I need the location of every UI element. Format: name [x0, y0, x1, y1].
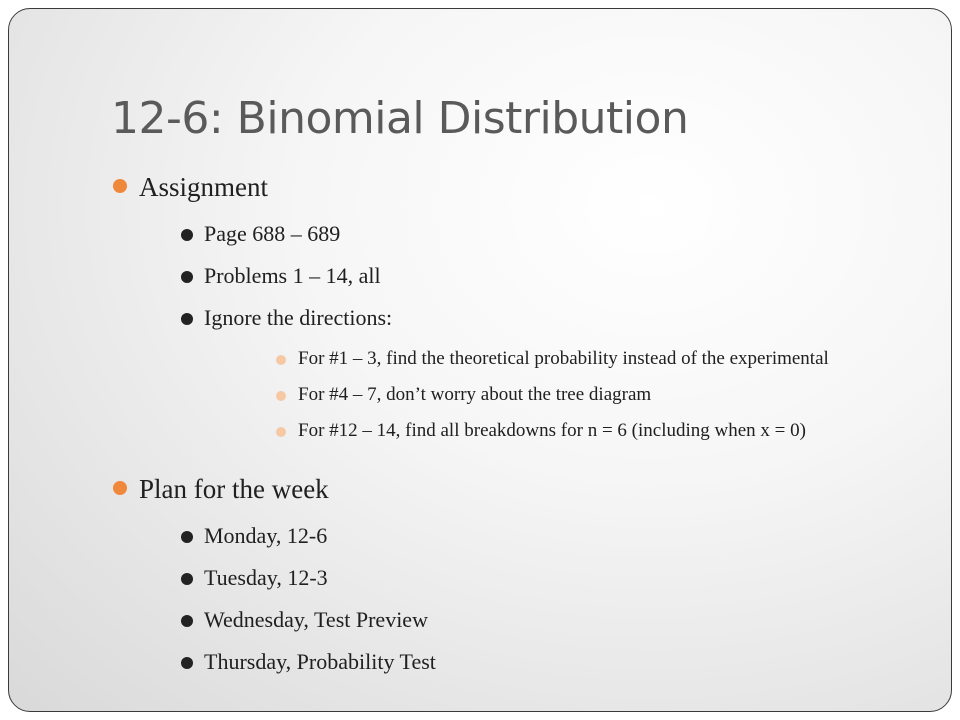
bullet-icon: [276, 391, 286, 401]
sub-list-item: [204, 413, 927, 449]
list-item-text: Ignore the directions:: [204, 305, 393, 330]
bullet-icon: [181, 531, 193, 543]
slide-frame: [8, 8, 952, 712]
bullet-icon: [181, 573, 193, 585]
slide-title: 12-6: Binomial Distribution: [111, 93, 689, 144]
list-item: [139, 599, 927, 641]
sub-list-item: [204, 341, 927, 377]
sub-list-item-text: For #4 – 7, don’t worry about the tree diagram: [298, 384, 652, 405]
list-item: [139, 213, 927, 255]
bullet-icon: [276, 427, 286, 437]
list-item-text: Wednesday, Test Preview: [204, 607, 428, 632]
list-item: [139, 255, 927, 297]
list-item-text: Page 688 – 689: [204, 221, 341, 246]
section-heading: Plan for the week: [139, 474, 329, 504]
directions-sub-list: [204, 341, 927, 449]
bullet-icon: [276, 355, 286, 365]
slide-body: [107, 161, 927, 683]
section-assignment: [107, 161, 927, 449]
list-item: [139, 297, 927, 449]
bullet-icon: [113, 179, 127, 193]
sub-list-item: [204, 377, 927, 413]
list-item-text: Problems 1 – 14, all: [204, 263, 381, 288]
bullet-icon: [181, 229, 193, 241]
list-item-text: Thursday, Probability Test: [204, 649, 436, 674]
plan-item-list: [139, 515, 927, 683]
list-item: [139, 515, 927, 557]
bullet-icon: [181, 615, 193, 627]
bullet-icon: [113, 481, 127, 495]
list-item-text: Monday, 12-6: [204, 523, 328, 548]
section-heading: Assignment: [139, 172, 269, 202]
section-list: [107, 161, 927, 683]
list-item-text: Tuesday, 12-3: [204, 565, 328, 590]
section-plan-for-week: [107, 463, 927, 683]
bullet-icon: [181, 313, 193, 325]
list-item: [139, 641, 927, 683]
bullet-icon: [181, 657, 193, 669]
sub-list-item-text: For #1 – 3, find the theoretical probability instead of the experimental: [298, 348, 829, 369]
bullet-icon: [181, 271, 193, 283]
sub-list-item-text: For #12 – 14, find all breakdowns for n = 6 (including when x = 0): [298, 420, 806, 441]
list-item: [139, 557, 927, 599]
assignment-item-list: [139, 213, 927, 449]
